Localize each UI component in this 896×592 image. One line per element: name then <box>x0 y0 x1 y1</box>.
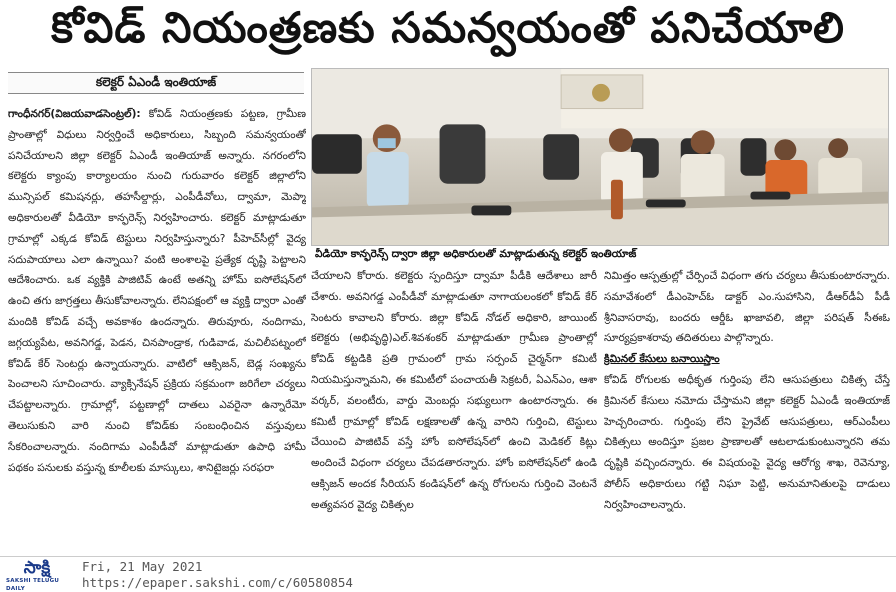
article-text-col3-p2: కోవిడ్ రోగులకు అధీకృత గుర్తింపు లేని ఆసుపత్రులు చికిత్స చేస్తే క్రిమినల్ కేసులు నమోదు చేస్తామని జిల్లా కలెక్టర్ ఏఎండీ ఇంతియాజ్ హెచ్చరించారు. గుర్తింపు లేని ప్రైవేట్ ఆసుపత్రులు, ఆర్‌ఎంపీలు చికిత్సలు అందిస్తూ ప్రజల ప్రాణాలతో ఆటలాడుకుంటున్నారని తమ దృష్టికి వచ్చిందన్నారు. ఈ విషయంపై వైద్య ఆరోగ్య శాఖ, రెవెన్యూ, పోలీస్ అధికారులు గట్టి నిఘా పెట్టి, అనుమానితులపై దాడులు నిర్వహించాలన్నారు. <box>604 373 890 511</box>
article-text-col2: చేయాలని కోరారు. కలెక్టరు స్పందిస్తూ ద్వామా పీడీకి ఆదేశాలు జారీ చేశారు. అవనిగడ్డ ఎంపీడీవో మాట్లాడుతూ నాగాయలంకలో కోవిడ్ కేర్ సెంటరు కావాలని కోరారు. జిల్లా కోవిడ్ నోడల్ అధికారి, జాయింట్ కలెక్టరు (అభివృద్ధి)ఎల్.శివశంకర్ మాట్లాడుతూ గ్రామీణ ప్రాంతాల్లో కోవిడ్ కట్టడికి ప్రతి గ్రామంలో గ్రామ సర్పంచ్ చైర్మన్‌గా కమిటీ నియమిస్తున్నామని, ఈ కమిటీలో పంచాయతీ సెక్రటరీ, ఏఎన్ఎం, ఆశా వర్కర్, వలంటీరు, వార్డు మెంబర్లు సభ్యులుగా ఉంటారన్నారు. ఈ కమిటీ గ్రామాల్లో కోవిడ్ లక్షణాలతో ఉన్న వారిని గుర్తించి, టెస్టులు చేయించి పాజిటివ్ వస్తే హోం ఐసోలేషన్‌లో ఉంచి మెడికల్ కిట్లు అందించే విధంగా చర్యలు చేపడతారన్నారు. హోం ఐసోలేషన్‌లో ఉండి ఆక్సిజన్ అందక సీరియస్ కండిషన్‌లో ఉన్న రోగులను గుర్తించి వెంటనే అత్యవసర వైద్య చికిత్సల <box>311 270 597 511</box>
article-photo <box>311 68 889 246</box>
logo-subtitle: SAKSHI TELUGU DAILY <box>6 578 60 592</box>
footer <box>0 556 896 592</box>
publication-date: Fri, 21 May 2021 <box>82 559 203 574</box>
meeting-photo-illustration <box>312 69 888 245</box>
subheading: క్రిమినల్ కేసులు బనాయిస్తాం <box>604 353 720 366</box>
article-text-col1: కోవిడ్ నియంత్రణకు పట్టణ, గ్రామీణ ప్రాంతాల్లో విధులు నిర్వర్తించే అధికారులు, సిబ్బంది సమన్వయంతో పనిచేయాలని జిల్లా కలెక్టర్ ఏఎండీ ఇంతియాజ్ అన్నారు. నగరంలోని కలెక్టరు క్యాంపు కార్యాలయం నుంచి గురువారం కలెక్టర్ జిల్లాలోని మున్సిపల్ కమిషనర్లు, తహసీల్దార్లు, ఎంపీడీవోలు, ద్వామా, మెప్మా అధికారులతో వీడియో కాన్ఫరెన్స్ నిర్వహించారు. కలెక్టర్ మాట్లాడుతూ గ్రామాల్లో ఎక్కడ కోవిడ్ టెస్టులు నిర్వహిస్తున్నారు? పీహెచ్‌సీల్లో వైద్య సదుపాయాలు ఎలా ఉన్నాయి? వంటి అంశాలపై ప్రత్యేక దృష్టి పెట్టాలని ఆదేశించారు. ఒక వ్యక్తికి పాజిటివ్ ఉంటే అతన్ని హోమ్ ఐసోలేషన్‌లో ఉంచి తగు జాగ్రత్తలు తీసుకోవాలన్నారు. లేనిపక్షంలో ఆ వ్యక్తి ద్వారా ఎంతో మందికి కోవిడ్ వచ్చే అవకాశం ఉందన్నారు. తిరువూరు, నందిగామ, జగ్గయ్యపేట, అవనిగడ్డ, పెడన, చినపాండ్రాక, గుడివాడ, మచిలీపట్నంలో కోవిడ్ కేర్ సెంటర్లు ఉన్నాయన్నారు. వాటిలో ఆక్సిజన్, బెడ్ల సంఖ్యను పెంచాలని సూచించారు. వ్యాక్సినేషన్ ప్రక్రియ సక్రమంగా జరిగేలా చర్యలు చేపట్టాలన్నారు. గ్రామాల్లో, పట్టణాల్లో దాతలు ఎవరైనా ఉన్నారేమో తెలుసుకుని వారి నుంచి కోవిడ్‌కు సంబంధించిన వస్తువులు సేకరించాలన్నారు. నందిగామ ఎంపీడీవో మాట్లాడుతూ ఉపాధి హామీ పథకం పనులకు వస్తున్న కూలీలకు మాస్కులు, శానిటైజర్లు సరఫరా <box>8 108 306 474</box>
logo-mark: సాక్షి <box>23 558 51 578</box>
epaper-link[interactable]: https://epaper.sakshi.com/c/60580854 <box>82 575 353 590</box>
sakshi-logo <box>6 558 68 592</box>
headline: కోవిడ్ నియంత్రణకు సమన్వయంతో పనిచేయాలి <box>51 3 845 52</box>
article-column-3 <box>604 266 890 556</box>
article-text-col3-p1: నిమిత్తం ఆస్పత్రుల్లో చేర్పించే విధంగా తగు చర్యలు తీసుకుంటారన్నారు. సమావేశంలో డీఎంహెచ్ఓ డాక్టర్ ఎం.సుహాసిని, డీఆర్‌డీఏ పీడీ శ్రీనివాసరావు, బందరు ఆర్డీఓ ఖాజావలి, జిల్లా పరిషత్ సీఈఓ సూర్యప్రకాశరావు తదితరులు పాల్గొన్నారు. <box>604 270 890 345</box>
article-column-2 <box>311 266 597 556</box>
article-column-1 <box>8 104 306 554</box>
dateline: గాంధీనగర్(విజయవాడసెంట్రల్): <box>8 108 141 120</box>
photo-caption: వీడియో కాన్ఫరెన్స్ ద్వారా జిల్లా అధికారులతో మాట్లాడుతున్న కలెక్టర్ ఇంతియాజ్ <box>315 248 637 260</box>
byline: కలెక్టర్ ఏఎండీ ఇంతియాజ్ <box>8 72 304 94</box>
